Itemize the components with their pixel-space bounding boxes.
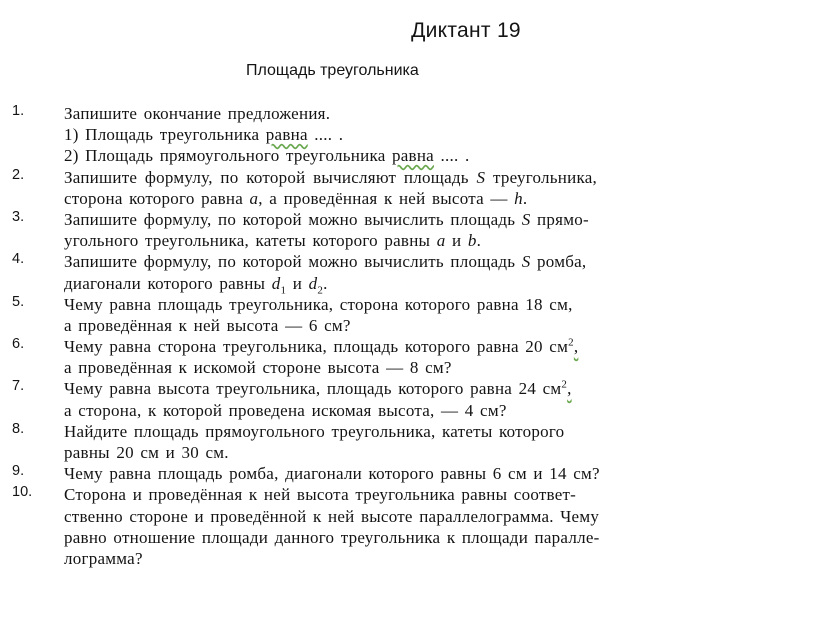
question-number: 10. bbox=[12, 484, 33, 501]
question-number: 4. bbox=[12, 251, 25, 268]
spellcheck-mark: , bbox=[567, 379, 572, 399]
question-text: а проведённая к ней высота — 6 см? bbox=[64, 315, 351, 335]
question-6 bbox=[0, 336, 816, 378]
question-5 bbox=[0, 294, 816, 336]
question-text: сторона которого равна a, а проведённая к ней высота — h. bbox=[64, 188, 528, 208]
title-text: Диктант 19 bbox=[411, 19, 521, 42]
question-1 bbox=[0, 103, 816, 167]
question-7 bbox=[0, 378, 816, 420]
question-number: 3. bbox=[12, 208, 25, 225]
question-text: Запишите окончание предложения. bbox=[64, 104, 331, 123]
question-number: 6. bbox=[12, 336, 25, 353]
question-text: Запишите формулу, по которой можно вычислить площадь S прямо- bbox=[64, 209, 589, 229]
spellcheck-mark: равна bbox=[392, 146, 434, 166]
question-number: 1. bbox=[12, 103, 25, 119]
spellcheck-mark: равна bbox=[265, 125, 308, 145]
question-text: а проведённая к искомой стороне высота — 8 см? bbox=[64, 358, 452, 378]
question-text: Запишите формулу, по которой можно вычислить площадь S ромба, bbox=[64, 252, 587, 272]
question-text: диагонали которого равны $d_1$ и $d_2$. bbox=[64, 273, 328, 296]
question-list bbox=[0, 103, 816, 569]
question-text: равно отношение площади данного треугольника к площади паралле- bbox=[64, 527, 600, 547]
question-text: лограмма? bbox=[64, 548, 143, 568]
question-text: Запишите формулу, по которой вычисляют площадь S треугольника, bbox=[64, 167, 598, 187]
question-4 bbox=[0, 251, 816, 296]
question-text: Чему равна сторона треугольника, площадь которого равна 20 $см^2$, bbox=[64, 336, 579, 357]
question-8 bbox=[0, 421, 816, 463]
question-text: Чему равна площадь ромба, диагонали которого равны 6 см и 14 см? bbox=[64, 464, 600, 484]
question-text: ственно стороне и проведённой к ней высоте параллелограмма. Чему bbox=[64, 506, 600, 526]
question-text: а сторона, к которой проведена искомая высота, — 4 см? bbox=[64, 400, 507, 420]
question-text: угольного треугольника, катеты которого равны a и b. bbox=[64, 231, 482, 251]
question-10 bbox=[0, 484, 816, 569]
question-9 bbox=[0, 463, 816, 484]
question-2 bbox=[0, 167, 816, 209]
question-text: Найдите площадь прямоугольного треугольника, катеты которого bbox=[64, 421, 565, 441]
question-text: Чему равна площадь треугольника, сторона которого равна 18 см, bbox=[64, 294, 573, 314]
question-text: Чему равна высота треугольника, площадь которого равна 24 $см^2$, bbox=[64, 378, 572, 399]
page-title bbox=[0, 19, 816, 43]
page-subtitle: Площадь треугольника bbox=[246, 62, 419, 79]
question-text: равны 20 см и 30 см. bbox=[64, 443, 229, 462]
question-number: 5. bbox=[12, 293, 25, 310]
question-text: 1) Площадь треугольника равна .... . bbox=[64, 125, 344, 145]
question-text: Сторона и проведённая к ней высота треугольника равны соответ- bbox=[64, 485, 577, 505]
question-number: 9. bbox=[12, 463, 25, 480]
question-number: 8. bbox=[12, 420, 25, 437]
spellcheck-mark: , bbox=[573, 337, 579, 357]
question-text: 2) Площадь прямоугольного треугольника равна .... . bbox=[64, 146, 470, 166]
question-3 bbox=[0, 209, 816, 251]
question-number: 2. bbox=[12, 166, 25, 183]
question-number: 7. bbox=[12, 378, 25, 395]
